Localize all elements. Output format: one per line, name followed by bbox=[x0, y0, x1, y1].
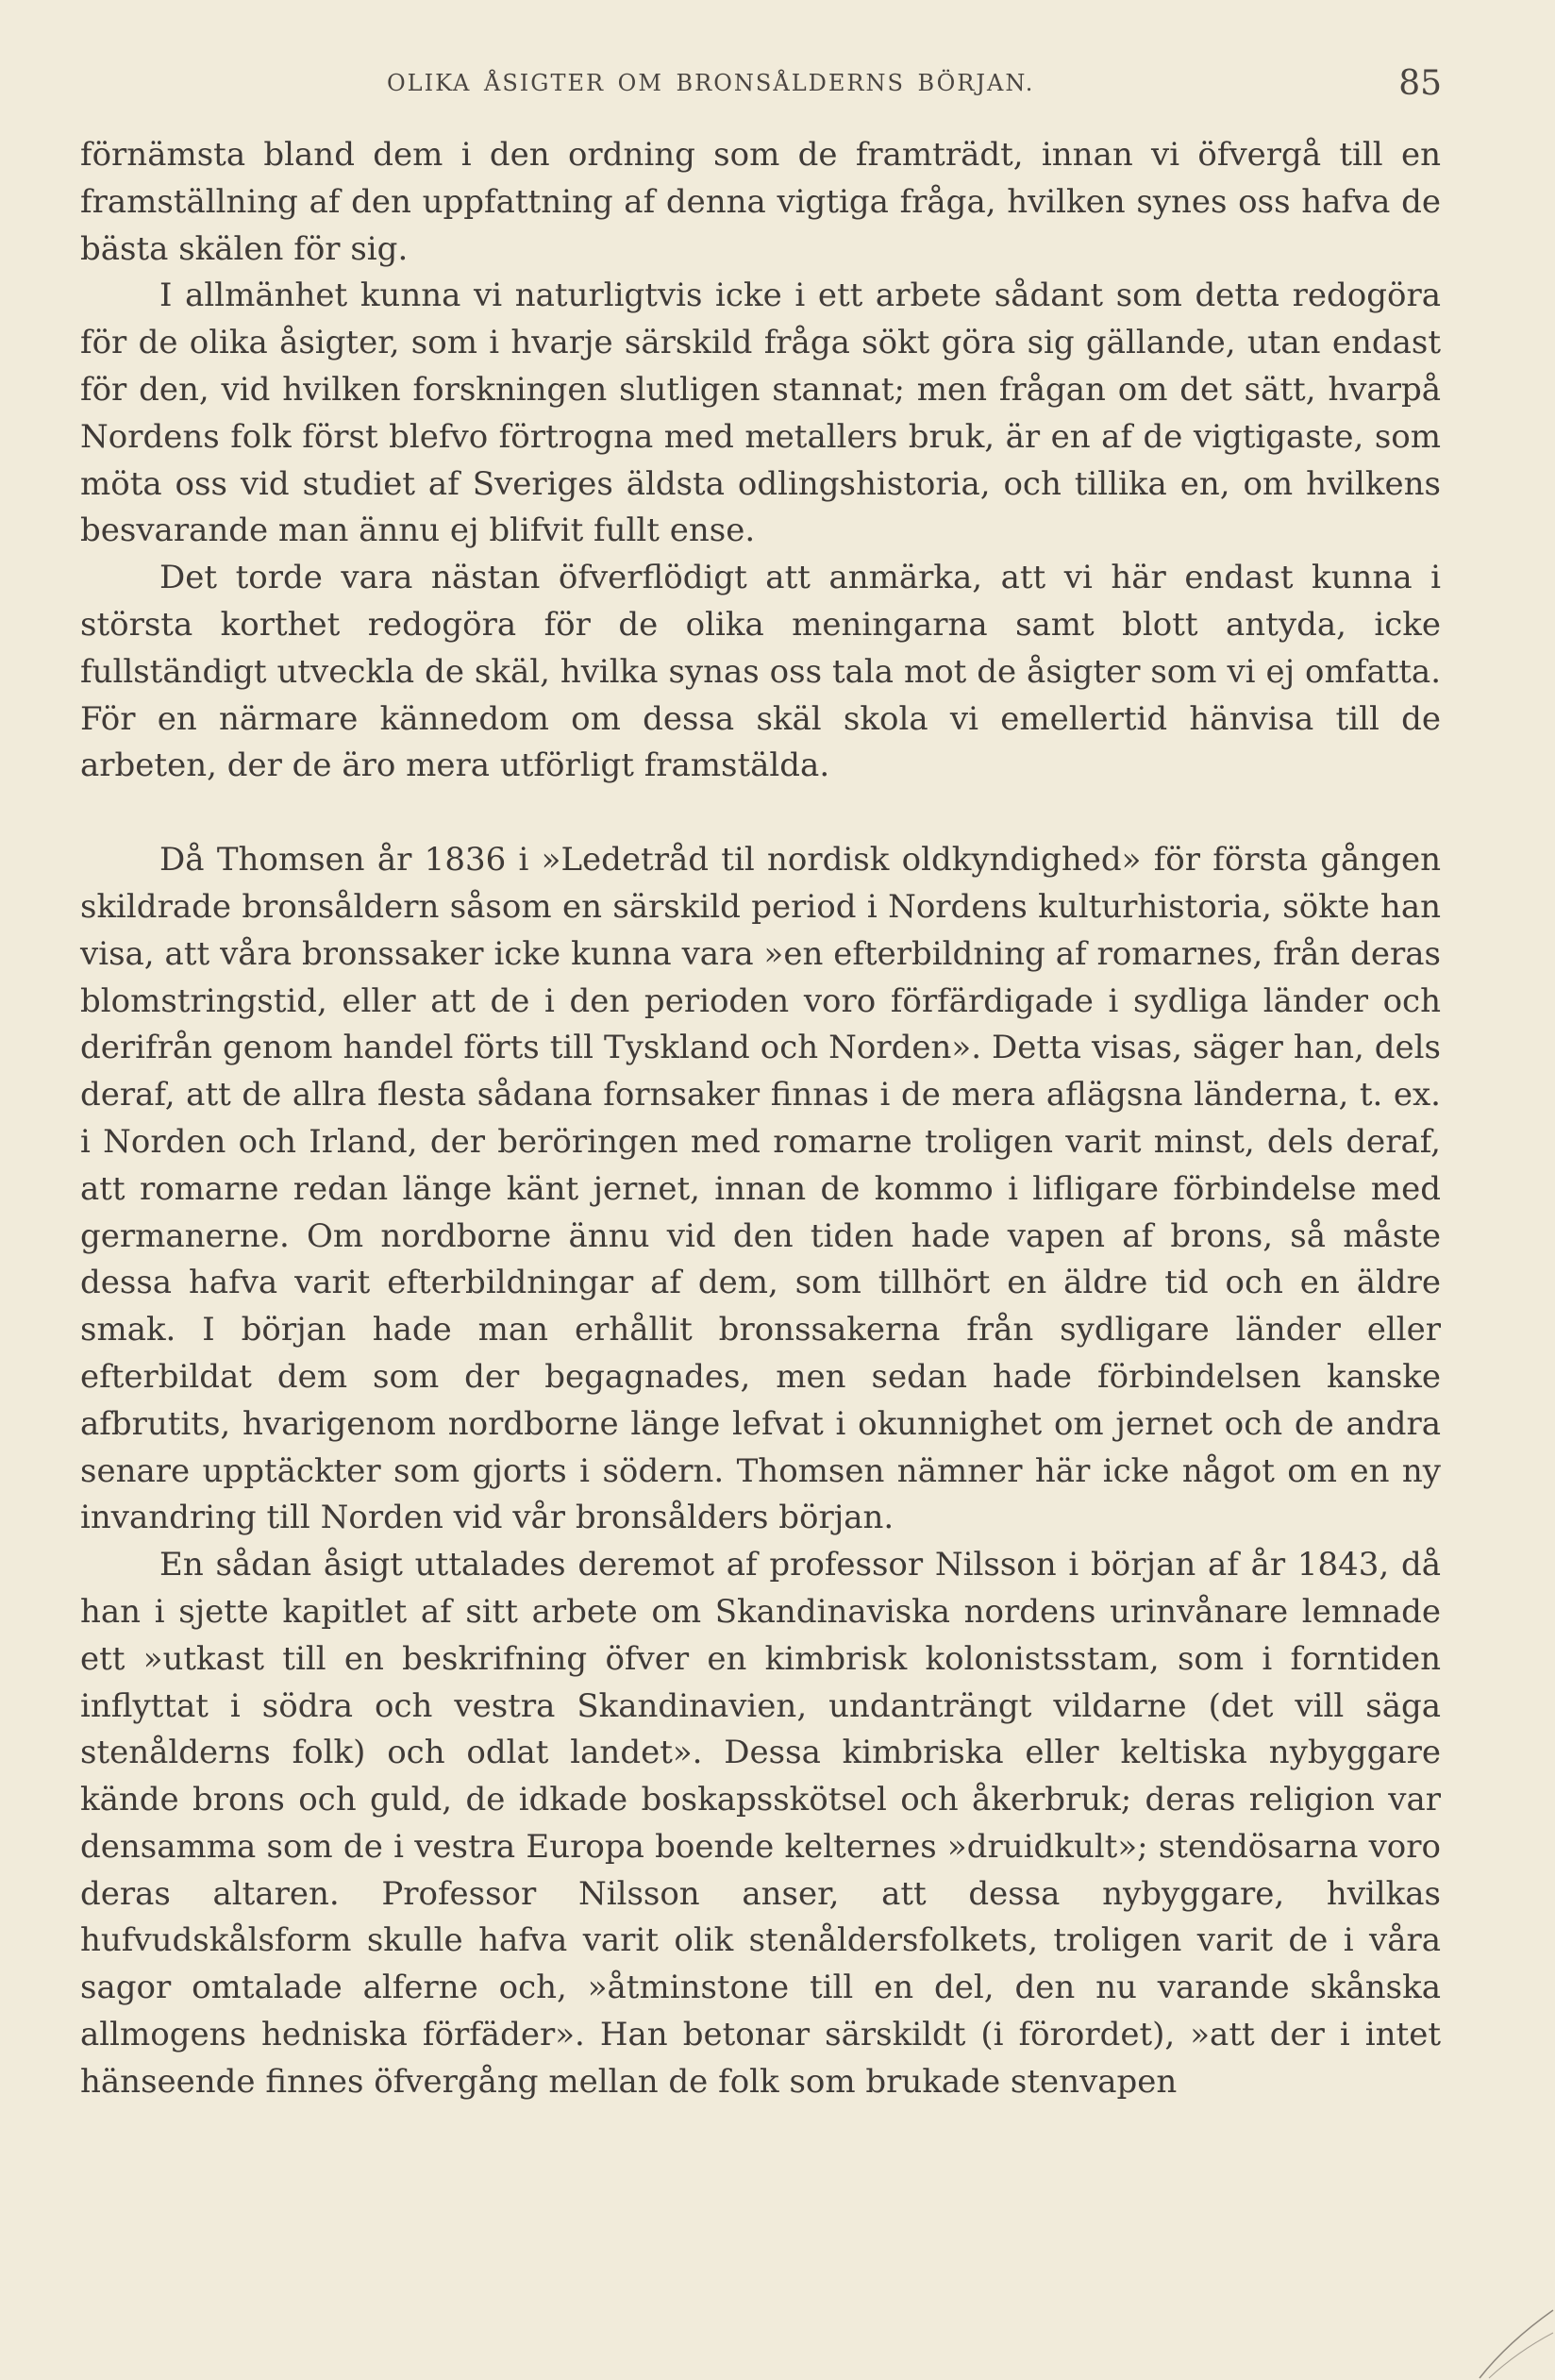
running-head: OLIKA ÅSIGTER OM BRONSÅLDERNS BÖRJAN. bbox=[387, 70, 1035, 96]
body-text bbox=[80, 132, 1441, 2106]
page-number: 85 bbox=[1398, 64, 1442, 103]
page-corner-mark bbox=[1470, 2305, 1555, 2380]
page-header bbox=[0, 64, 1555, 117]
paragraph: En sådan åsigt uttalades deremot af professor Nilsson i början af år 1843, då han i sjette kapitlet af sitt arbete om Skandinaviska nordens urinvånare lemnade ett »utkast till en beskrifning öfver en kimbrisk kolonistsstam, som i forntiden inflyttat i södra och vestra Skandinavien, undanträngt vildarne (det vill säga stenålderns folk) och odlat landet». Dessa kimbriska eller keltiska nybyggare kände brons och guld, de idkade boskapsskötsel och åkerbruk; deras religion var densamma som de i vestra Europa boende kelternes »druidkult»; stendösarna voro deras altaren. Professor Nilsson anser, att dessa nybyggare, hvilkas hufvudskålsform skulle hafva varit olik stenåldersfolkets, troligen varit de i våra sagor omtalade alferne och, »åtminstone till en del, den nu varande skånska allmogens hedniska förfäder». Han betonar särskildt (i förordet), »att der i intet hänseende finnes öfvergång mellan de folk som brukade stenvapen bbox=[80, 1546, 1441, 2101]
paragraph: Det torde vara nästan öfverflödigt att anmärka, att vi här endast kunna i största korthet redogöra för de olika meningarna samt blott antyda, icke fullständigt utveckla de skäl, hvilka synas oss tala mot de åsigter som vi ej omfatta. För en närmare kännedom om dessa skäl skola vi emellertid hänvisa till de arbeten, der de äro mera utförligt framstälda. bbox=[80, 559, 1441, 785]
paragraph: I allmänhet kunna vi naturligtvis icke i ett arbete sådant som detta redogöra för de olika åsigter, som i hvarje särskild fråga sökt göra sig gällande, utan endast för den, vid hvilken forskningen slutligen stannat; men frågan om det sätt, hvarpå Nordens folk först blefvo förtrogna med metallers bruk, är en af de vigtigaste, som möta oss vid studiet af Sveriges äldsta odlingshistoria, och tillika en, om hvilkens besvarande man ännu ej blifvit fullt ense. bbox=[80, 277, 1441, 550]
paragraph: förnämsta bland dem i den ordning som de framträdt, innan vi öfvergå till en framställning af den uppfattning af denna vigtiga fråga, hvilken synes oss hafva de bästa skälen för sig. bbox=[80, 136, 1441, 268]
paragraph: Då Thomsen år 1836 i »Ledetråd til nordisk oldkyndighed» för första gången skildrade bronsåldern såsom en särskild period i Nordens kulturhistoria, sökte han visa, att våra bronssaker icke kunna vara »en efterbildning af romarnes, från deras blomstringstid, eller att de i den perioden voro förfärdigade i sydliga länder och derifrån genom handel förts till Tyskland och Norden». Detta visas, säger han, dels deraf, att de allra flesta sådana fornsaker finnas i de mera aflägsna länderna, t. ex. i Norden och Irland, der beröringen med romarne troligen varit minst, dels deraf, att romarne redan länge känt jernet, innan de kommo i lifligare förbindelse med germanerne. Om nordborne ännu vid den tiden hade vapen af brons, så måste dessa hafva varit efterbildningar af dem, som tillhört en äldre tid och en äldre smak. I början hade man erhållit bronssakerna från sydligare länder eller efterbildat dem som der begagnades, men sedan hade förbindelsen kanske afbrutits, hvarigenom nordborne länge lefvat i okunnighet om jernet och de andra senare upptäckter som gjorts i södern. Thomsen nämner här icke något om en ny invandring till Norden vid vår bronsålders början. bbox=[80, 841, 1441, 1537]
